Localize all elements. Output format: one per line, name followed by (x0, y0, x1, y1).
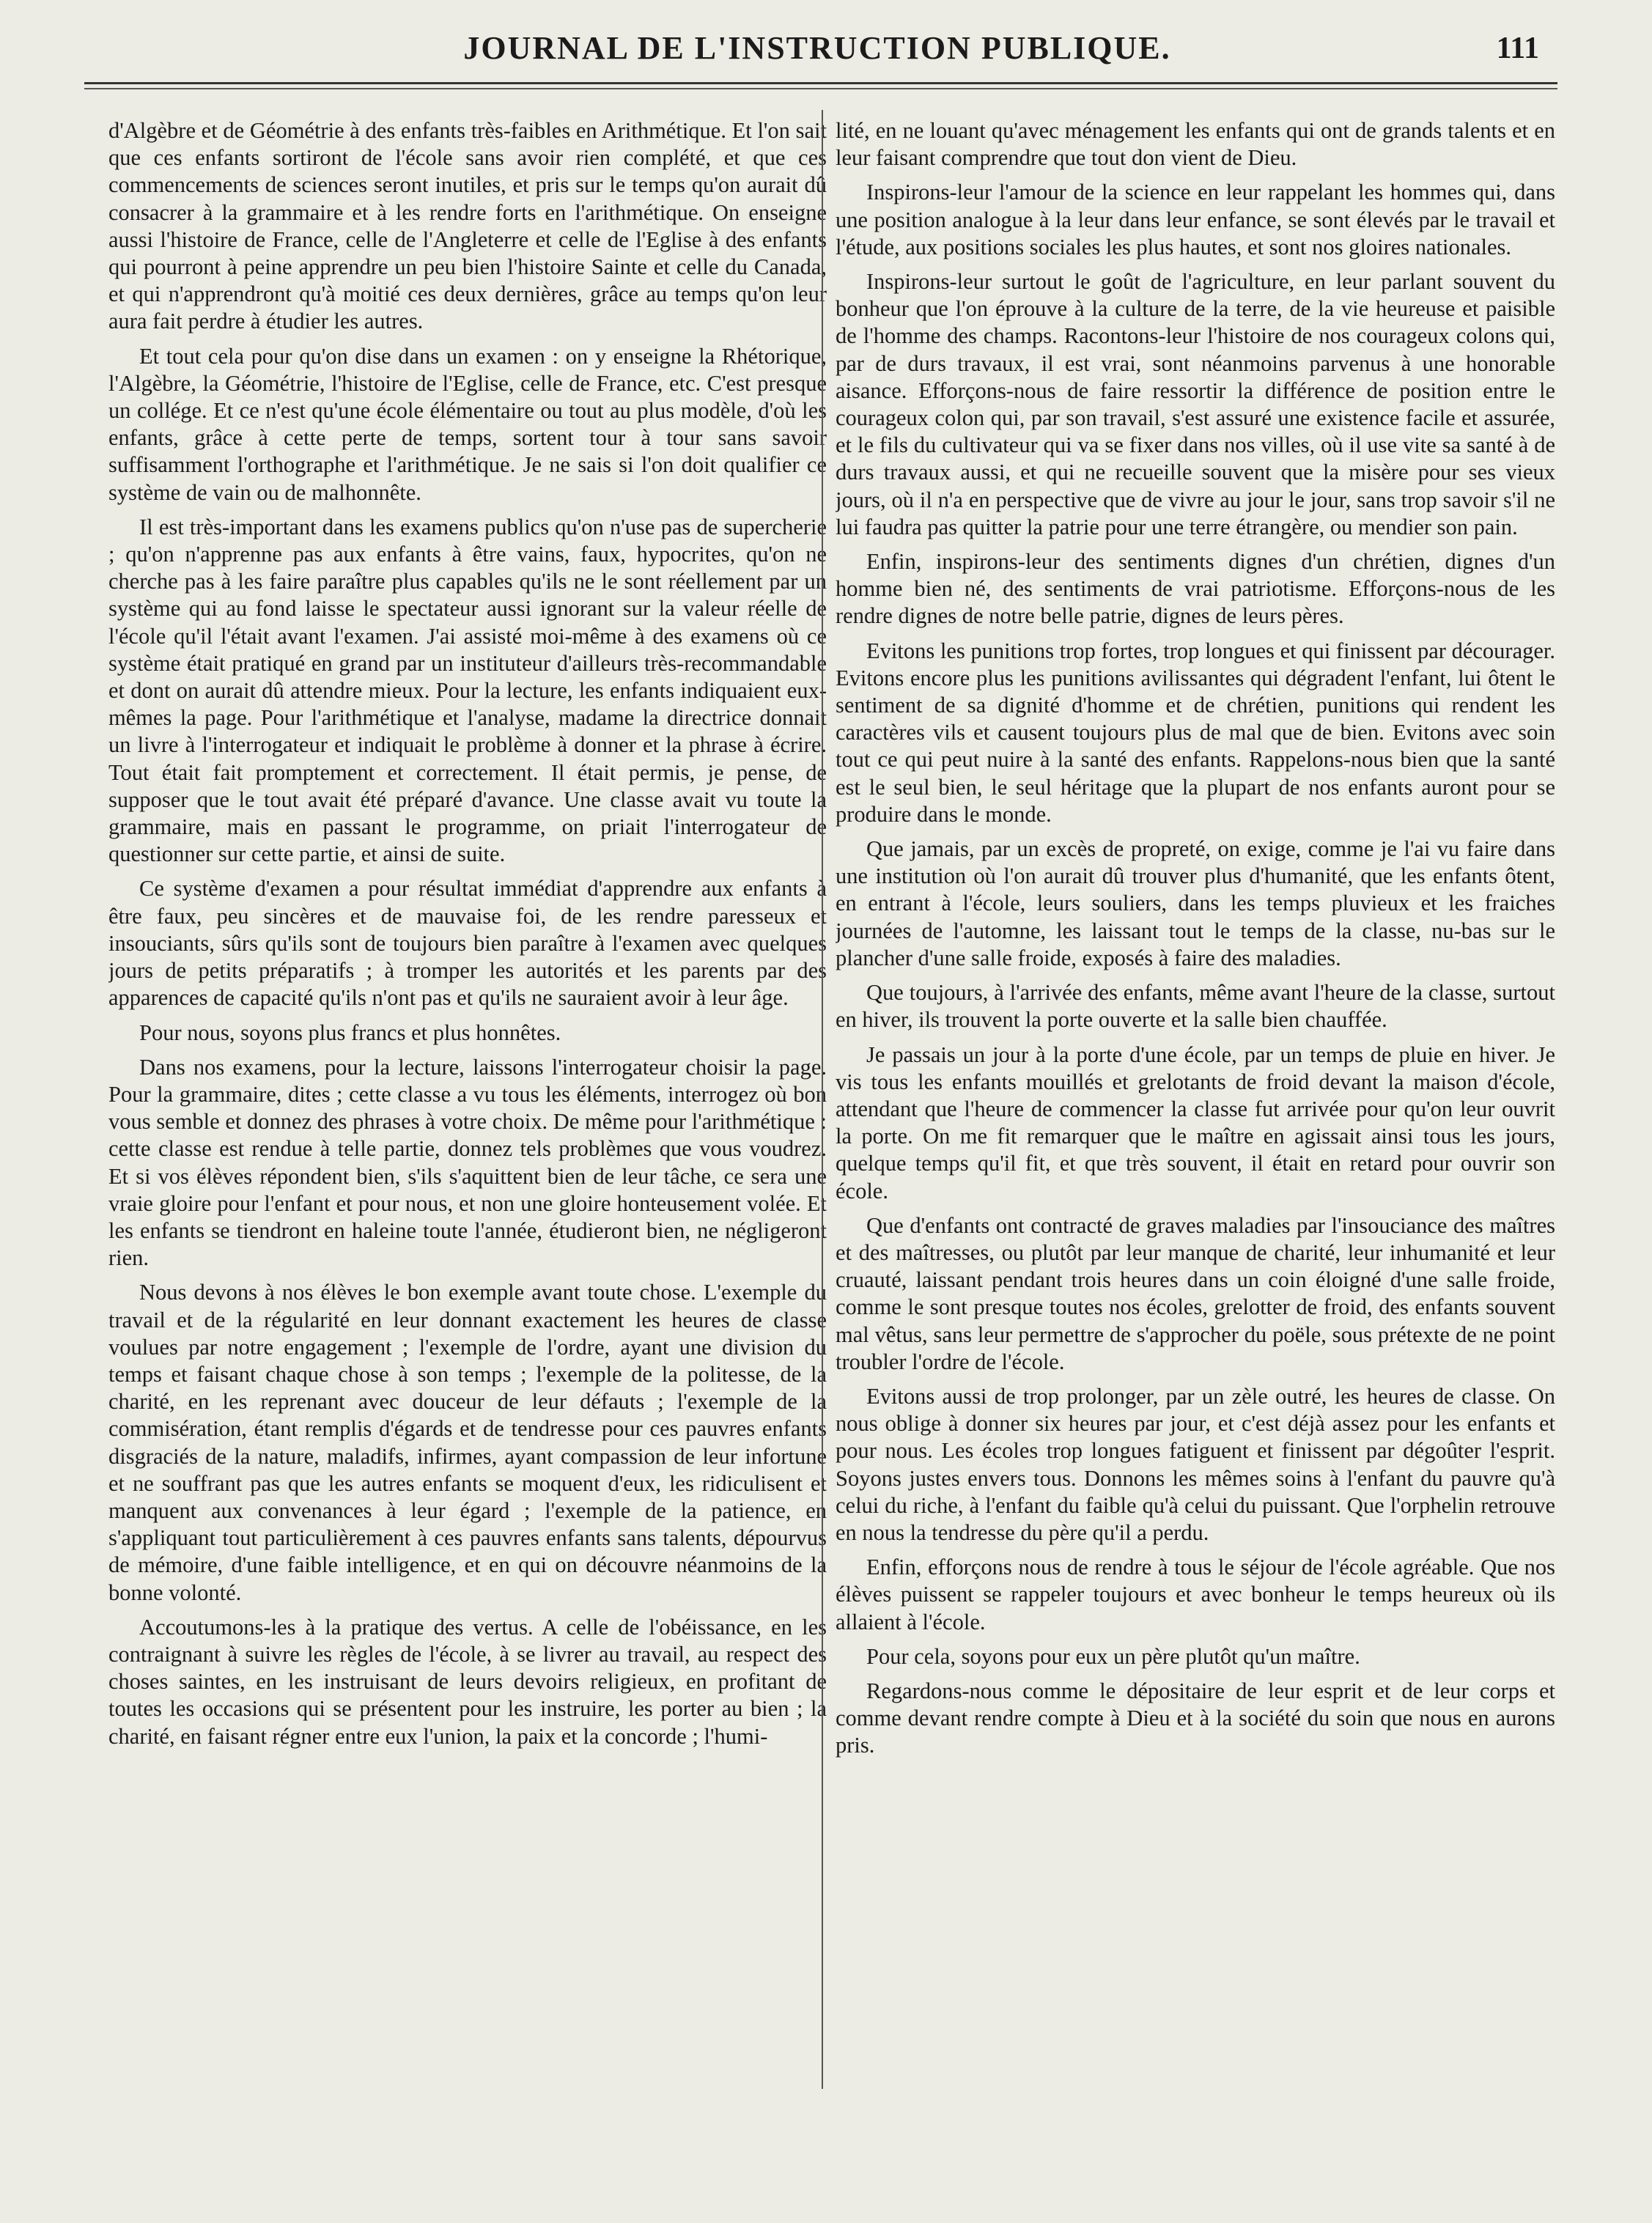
header-rule-secondary (84, 88, 1557, 89)
paragraph: Pour cela, soyons pour eux un père plutôt qu'un maître. (866, 1643, 1360, 1669)
paragraph: Accoutumons-les à la pratique des vertus. A celle de l'obéissance, en les contraignant à suivre les règles de l'école, à se livrer au travail, au respect des choses saintes, en les instruisant de leurs devoirs religieux, en profitant de toutes les occasions qui se présentent pour les instruire, les porter au bien ; la charité, en faisant régner entre eux l'union, la paix et la concorde ; l'humi- (108, 1614, 827, 1749)
journal-title: JOURNAL DE L'INSTRUCTION PUBLIQUE. (463, 30, 1171, 66)
paragraph: Enfin, efforçons nous de rendre à tous le séjour de l'école agréable. Que nos élèves puissent se rappeler toujours et avec bonheur le temps heureux où ils allaient à l'école. (836, 1555, 1555, 1634)
paragraph: Pour nous, soyons plus francs et plus honnêtes. (139, 1020, 561, 1045)
paragraph: Evitons aussi de trop prolonger, par un zèle outré, les heures de classe. On nous oblige à donner six heures par jour, et c'est déjà assez pour les enfants et pour nous. Les écoles trop longues fatiguent et finissent par dégoûter l'esprit. Soyons justes envers tous. Donnons les mêmes soins à l'enfant du pauvre qu'à celui du riche, à l'enfant du faible qu'à celui du puissant. Que l'orphelin retrouve en nous la tendresse du père qu'il a perdu. (836, 1383, 1555, 1545)
paragraph: d'Algèbre et de Géométrie à des enfants très-faibles en Arithmétique. Et l'on sait que ces enfants sortiront de l'école sans avoir rien complété, et que ces commencements de sciences seront inutiles, et pris sur le temps qu'on aurait dû consacrer à la grammaire et à les rendre forts en l'arithmétique. On enseigne aussi l'histoire de France, celle de l'Angleterre et celle de l'Eglise à des enfants qui pourront à peine apprendre un peu bien l'histoire Sainte et celle du Canada, et qui n'apprendront qu'à moitié ces deux dernières, grâce au temps qu'on leur aura fait perdre à étudier les autres. (108, 118, 827, 334)
paragraph: Ce système d'examen a pour résultat immédiat d'apprendre aux enfants à être faux, peu sincères et de mauvaise foi, de les rendre paresseux et insouciants, sûrs qu'ils sont de toujours bien paraître à l'examen avec quelques jours de petits préparatifs ; à tromper les autorités et les parents par des apparences de capacité qu'ils n'ont pas et qu'ils ne sauraient avoir à leur âge. (108, 876, 827, 1011)
paragraph: Et tout cela pour qu'on dise dans un examen : on y enseigne la Rhétorique, l'Algèbre, la Géométrie, l'histoire de l'Eglise, celle de France, etc. C'est presque un collége. Et ce n'est qu'une école élémentaire ou tout au plus modèle, d'où les enfants, grâce à cette perte de temps, sortent tour à tour sans savoir suffisamment l'orthographe et l'arithmétique. Je ne sais si l'on doit qualifier ce système de vain ou de malhonnête. (108, 343, 827, 505)
paragraph: Enfin, inspirons-leur des sentiments dignes d'un chrétien, dignes d'un homme bien né, des sentiments de vrai patriotisme. Efforçons-nous de les rendre dignes de notre belle patrie, dignes de leurs pères. (836, 549, 1555, 629)
paragraph: Inspirons-leur l'amour de la science en leur rappelant les hommes qui, dans une position analogue à la leur dans leur enfance, se sont élevés par le travail et l'étude, aux positions sociales les plus hautes, et sont nos gloires nationales. (836, 180, 1555, 259)
paragraph: Inspirons-leur surtout le goût de l'agriculture, en leur parlant souvent du bonheur que l'on éprouve à la culture de la terre, de la vie heureuse et paisible de l'homme des champs. Racontons-leur l'histoire de nos courageux colons qui, par de durs travaux, il est vrai, sont néanmoins parvenus à une honorable aisance. Efforçons-nous de faire ressortir la différence de position entre le courageux colon qui, par son travail, s'est assuré une existence facile et assurée, et le fils du cultivateur qui va se fixer dans nos villes, où il use vite sa santé à de durs travaux aussi, et qui ne recueille souvent que la misère pour ses vieux jours, où il n'a en perspective que de vivre au jour le jour, sans trop savoir s'il ne lui faudra pas quitter la patrie pour une terre étrangère, ou mendier son pain. (836, 269, 1555, 539)
paragraph: Regardons-nous comme le dépositaire de leur esprit et de leur corps et comme devant rendre compte à Dieu et à la société du soin que nous en aurons pris. (836, 1678, 1555, 1758)
paragraph: Evitons les punitions trop fortes, trop longues et qui finissent par décourager. Evitons encore plus les punitions avilissantes qui dégradent l'enfant, lui ôtent le sentiment de sa dignité d'homme et de chrétien, punitions qui rendent les caractères vils et causent toujours plus de mal que de bien. Evitons avec soin tout ce qui peut nuire à la santé des enfants. Rappelons-nous bien que la santé est le seul bien, le seul héritage que la plupart de nos enfants auront pour se produire dans le monde. (836, 638, 1555, 827)
paragraph: Je passais un jour à la porte d'une école, par un temps de pluie en hiver. Je vis tous les enfants mouillés et grelotants de froid devant la maison d'école, attendant que l'heure de commencer la classe fut arrivée pour qu'on leur ouvrit la porte. On me fit remarquer que le maître en agissait ainsi tous les jours, quelque temps qu'il fit, et que très souvent, il était en retard pour ouvrir son école. (836, 1042, 1555, 1203)
header-rule (84, 82, 1557, 84)
right-column (836, 117, 1555, 2082)
page-number: 111 (1496, 32, 1539, 65)
paragraph: Que toujours, à l'arrivée des enfants, même avant l'heure de la classe, surtout en hiver, ils trouvent la porte ouverte et la salle bien chauffée. (836, 980, 1555, 1033)
paragraph: lité, en ne louant qu'avec ménagement les enfants qui ont de grands talents et en leur faisant comprendre que tout don vient de Dieu. (836, 118, 1555, 171)
paragraph: Dans nos examens, pour la lecture, laissons l'interrogateur choisir la page. Pour la grammaire, dites ; cette classe a vu tous les éléments, interrogez où bon vous semble et donnez des phrases à votre choix. De même pour l'arithmétique : cette classe est rendue à telle partie, donnez tels problèmes que vous voudrez. Et si vos élèves répondent bien, s'ils s'aquittent bien de leur tâche, ce sera une vraie gloire pour l'enfant et pour nous, et non une gloire honteusement volée. Et les enfants se tiendront en haleine toute l'année, étudieront bien, ne négligeront rien. (108, 1054, 827, 1271)
page-header (81, 26, 1554, 78)
left-column (108, 117, 827, 2082)
column-divider (822, 110, 823, 2089)
paragraph: Que d'enfants ont contracté de graves maladies par l'insouciance des maîtres et des maîtresses, ou plutôt par leur manque de charité, leur inhumanité et leur cruauté, laissant pendant trois heures dans un coin éloigné d'une salle froide, comme le sont presque toutes nos écoles, grelotter de froid, des enfants souvent mal vêtus, sans leur permettre de s'approcher du poële, sous prétexte de ne point troubler l'ordre de l'école. (836, 1212, 1555, 1374)
paragraph: Nous devons à nos élèves le bon exemple avant toute chose. L'exemple du travail et de la régularité en leur donnant exactement les heures de classe voulues par notre engagement ; l'exemple de l'ordre, ayant une division du temps et faisant chaque chose à son temps ; l'exemple de la politesse, de la charité, en les reprenant avec douceur de leur défauts ; l'exemple de la commisération, étant remplis d'égards et de tendresse pour ces pauvres enfants disgraciés de la nature, maladifs, infirmes, ayant compassion de leur infortune et ne souffrant pas que les autres enfants se moquent d'eux, les ridiculisent et manquent aux convenances à leur égard ; l'exemple de la patience, en s'appliquant tout particulièrement à ces pauvres enfants sans talents, dépourvus de mémoire, d'une faible intelligence, et en qui on découvre néanmoins de la bonne volonté. (108, 1280, 827, 1605)
paragraph: Il est très-important dans les examens publics qu'on n'use pas de supercherie ; qu'on n'apprenne pas aux enfants à être vains, faux, hypocrites, qu'on ne cherche pas à les faire paraître plus capables qu'ils ne le sont réellement par un système qui au fond laisse le spectateur aussi ignorant sur la valeur réelle de l'école qu'il l'était avant l'examen. J'ai assisté moi-même à des examens où ce système était pratiqué en grand par un instituteur d'ailleurs très-recommandable et dont on aurait dû attendre mieux. Pour la lecture, les enfants indiquaient eux-mêmes la page. Pour l'arithmétique et l'analyse, madame la directrice donnait un livre à l'interrogateur et indiquait le problème à donner et la phrase à écrire. Tout était fait promptement et correctement. Il était permis, je pense, de supposer que le tout avait été préparé d'avance. Une classe avait vu toute la grammaire, mais en passant le programme, on priait l'interrogateur de questionner sur cette partie, et ainsi de suite. (108, 514, 827, 867)
paragraph: Que jamais, par un excès de propreté, on exige, comme je l'ai vu faire dans une institution où l'on aurait dû trouver plus d'humanité, que les enfants ôtent, en entrant à l'école, leurs souliers, dans les temps pluvieux et les fraiches journées de l'automne, les laissant tout le temps de la classe, nu-bas sur le plancher d'une salle froide, exposés à faire des maladies. (836, 836, 1555, 970)
